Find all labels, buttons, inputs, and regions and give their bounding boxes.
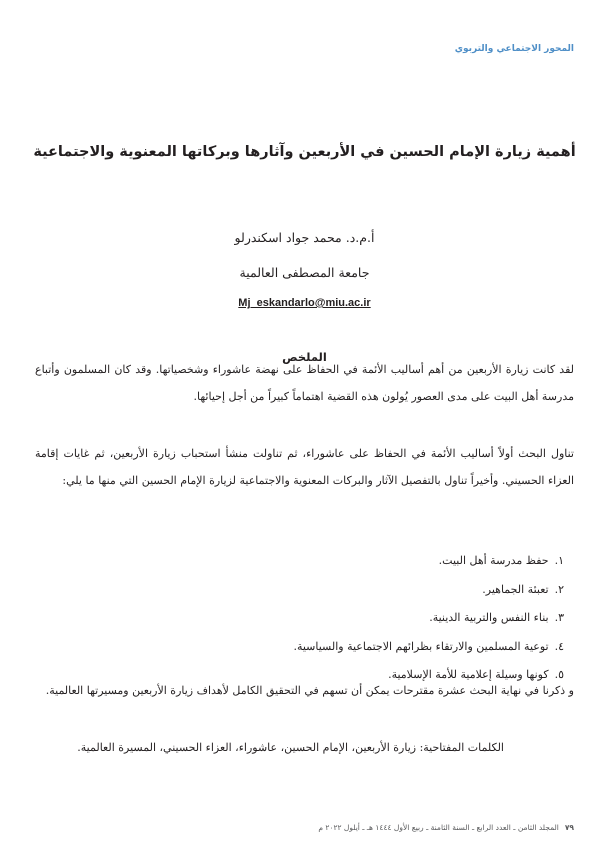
- journal-info: المجلد الثامن ـ العدد الرابع ـ السنة الثامنة ـ ربيع الأول ١٤٤٤ هـ ـ أيلول ٢٠٢٢ م: [318, 823, 559, 832]
- list-item: [35, 633, 564, 662]
- list-item: [35, 547, 564, 576]
- abstract-paragraph-3: و ذكرنا في نهاية البحث عشرة مقترحات يمكن أن تسهم في التحقيق الكامل لأهداف زيارة الأربعين ومسيرتها العالمية.: [45, 684, 574, 697]
- list-item-text: توعية المسلمين والارتقاء بظرائهم الاجتماعية والسياسية.: [293, 639, 549, 653]
- list-item-number: ١.: [554, 554, 564, 567]
- abstract-paragraph-1: لقد كانت زيارة الأربعين من أهم أساليب الأئمة في الحفاظ على نهضة عاشوراء وشخصياتها. وقد كان المسلمون وأتباع مدرسة أهل البيت على مدى العصور يُولون هذه القضية اهتماماً كبيراً من أجل إحيائها.: [35, 363, 574, 403]
- running-header: المحور الاجتماعي والتربوي: [454, 44, 574, 54]
- keywords-list: زيارة الأربعين، الإمام الحسين، عاشوراء، العزاء الحسيني، المسيرة العالمية.: [77, 741, 417, 754]
- list-item-number: ٣.: [554, 611, 564, 624]
- list-item-text: كونها وسيلة إعلامية للأمة الإسلامية.: [388, 668, 549, 681]
- author-affiliation: جامعة المصطفى العالمية: [239, 265, 370, 280]
- author-email[interactable]: [0, 297, 609, 309]
- abstract-paragraph-2: تناول البحث أولاً أساليب الأئمة في الحفاظ على عاشوراء، ثم تناولت منشأ استحباب زيارة الأربعين، ثم غايات إقامة العزاء الحسيني. وأخيراً تناول بالتفصيل الآثار والبركات المعنوية والاجتماعية لزيارة الإمام الحسين التي منها ما يلي:: [35, 447, 574, 487]
- effects-list: [35, 547, 564, 690]
- list-item-text: تعبئة الجماهير.: [482, 582, 549, 596]
- author-name: أ.م.د. محمد جواد اسكندرلو: [234, 230, 375, 245]
- article-title: أهمية زيارة الإمام الحسين في الأربعين وآثارها وبركاتها المعنوية والاجتماعية: [33, 144, 576, 160]
- list-item-number: ٥.: [554, 668, 564, 681]
- keywords: [35, 738, 504, 758]
- page-footer: [40, 823, 574, 832]
- email-link[interactable]: Mj_eskandarlo@miu.ac.ir: [238, 297, 371, 309]
- page-number: ٧٩: [564, 823, 574, 832]
- abstract-heading: الملخص: [282, 350, 327, 364]
- list-item-number: ٤.: [554, 639, 564, 653]
- list-item: [35, 604, 564, 633]
- list-item-text: بناء النفس والتربية الدينية.: [429, 611, 549, 624]
- keywords-label: الكلمات المفتاحية:: [419, 741, 504, 754]
- list-item: [35, 576, 564, 605]
- list-item-number: ٢.: [554, 582, 564, 596]
- list-item-text: حفظ مدرسة أهل البيت.: [438, 554, 549, 567]
